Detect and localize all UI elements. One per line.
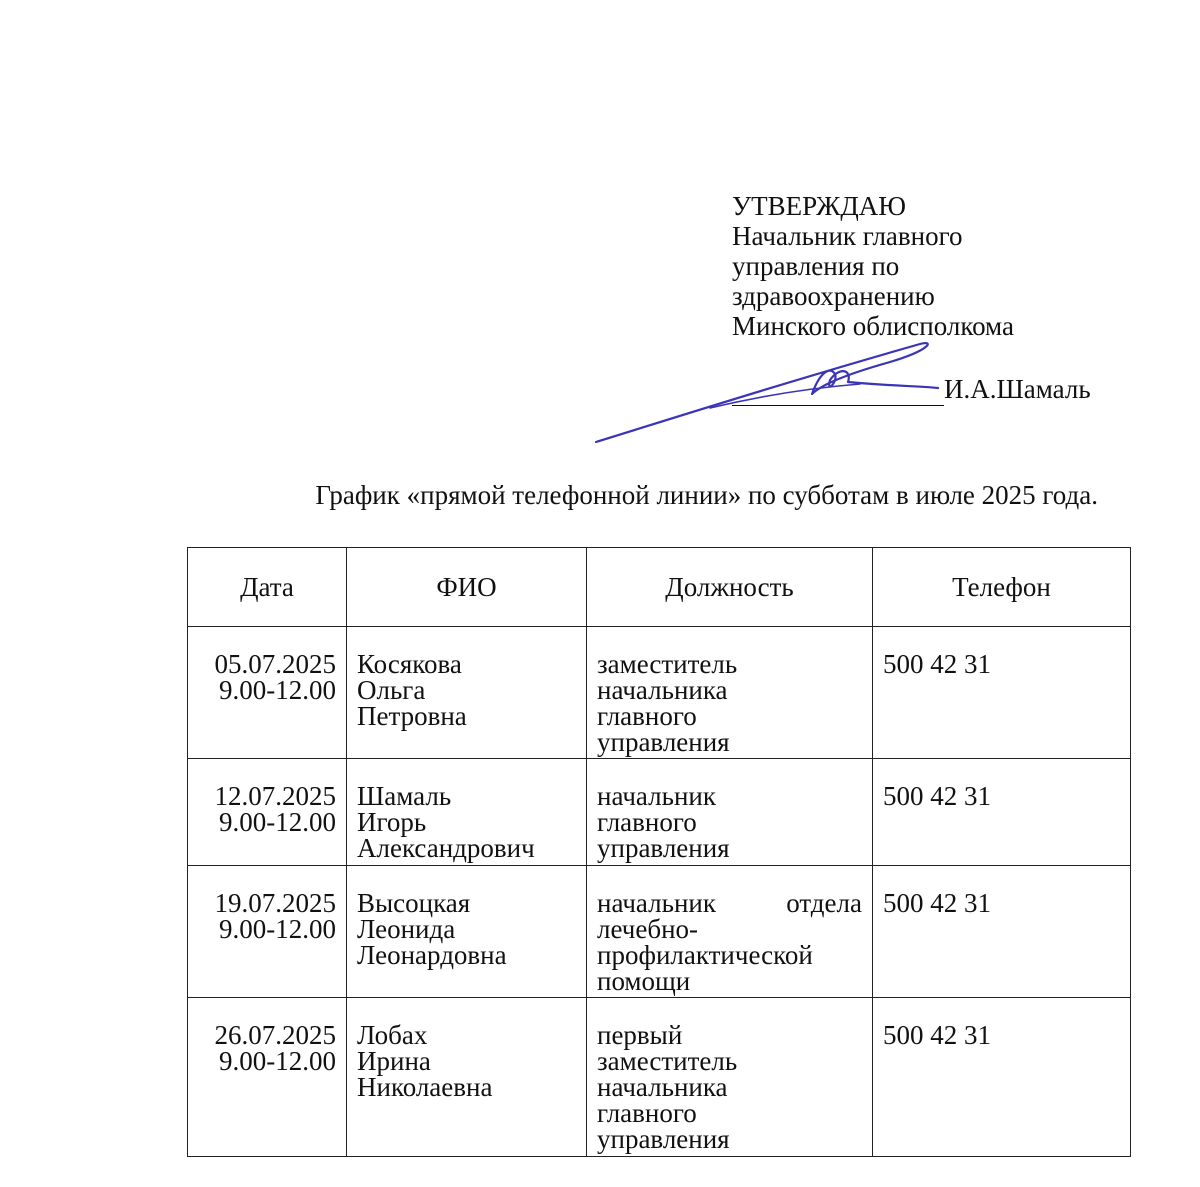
date-cell: 12.07.2025 9.00-12.00 xyxy=(188,759,347,866)
approval-position-line: Начальник главного xyxy=(732,221,963,251)
position-cell: заместитель начальника главного управления xyxy=(587,627,873,759)
name-cell: Высоцкая Леонида Леонардовна xyxy=(347,866,587,998)
signer-name: И.А.Шамаль xyxy=(944,374,1091,404)
signature-line xyxy=(732,405,944,406)
approval-position-line: управления по xyxy=(732,251,900,281)
position-cell: первый заместитель начальника главного управления xyxy=(587,998,873,1157)
approval-position-line: здравоохранению xyxy=(732,281,935,311)
name-cell: Косякова Ольга Петровна xyxy=(347,627,587,759)
date-cell: 05.07.2025 9.00-12.00 xyxy=(188,627,347,759)
table-header-row xyxy=(188,548,1131,627)
table-row xyxy=(188,759,1131,866)
approval-heading: УТВЕРЖДАЮ xyxy=(732,191,907,221)
date-cell: 26.07.2025 9.00-12.00 xyxy=(188,998,347,1157)
document-title xyxy=(0,479,1200,511)
header-position: Должность xyxy=(587,548,873,627)
date-cell: 19.07.2025 9.00-12.00 xyxy=(188,866,347,998)
approval-position-line: Минского облисполкома xyxy=(732,311,1014,341)
header-name: ФИО xyxy=(347,548,587,627)
table-row xyxy=(188,866,1131,998)
table-row xyxy=(188,998,1131,1157)
phone-cell: 500 42 31 xyxy=(873,998,1131,1157)
header-phone: Телефон xyxy=(873,548,1131,627)
header-date: Дата xyxy=(188,548,347,627)
handwritten-signature xyxy=(590,336,940,446)
phone-cell: 500 42 31 xyxy=(873,627,1131,759)
position-cell: начальник отдела лечебно- профилактической помощи xyxy=(587,866,873,998)
name-cell: Шамаль Игорь Александрович xyxy=(347,759,587,866)
approval-block xyxy=(732,191,1014,341)
phone-cell: 500 42 31 xyxy=(873,866,1131,998)
document-title-text: График «прямой телефонной линии» по субботам в июле 2025 года. xyxy=(315,480,1098,510)
table-row xyxy=(188,627,1131,759)
position-cell: начальник главного управления xyxy=(587,759,873,866)
schedule-table xyxy=(187,547,1131,1157)
phone-cell: 500 42 31 xyxy=(873,759,1131,866)
name-cell: Лобах Ирина Николаевна xyxy=(347,998,587,1157)
